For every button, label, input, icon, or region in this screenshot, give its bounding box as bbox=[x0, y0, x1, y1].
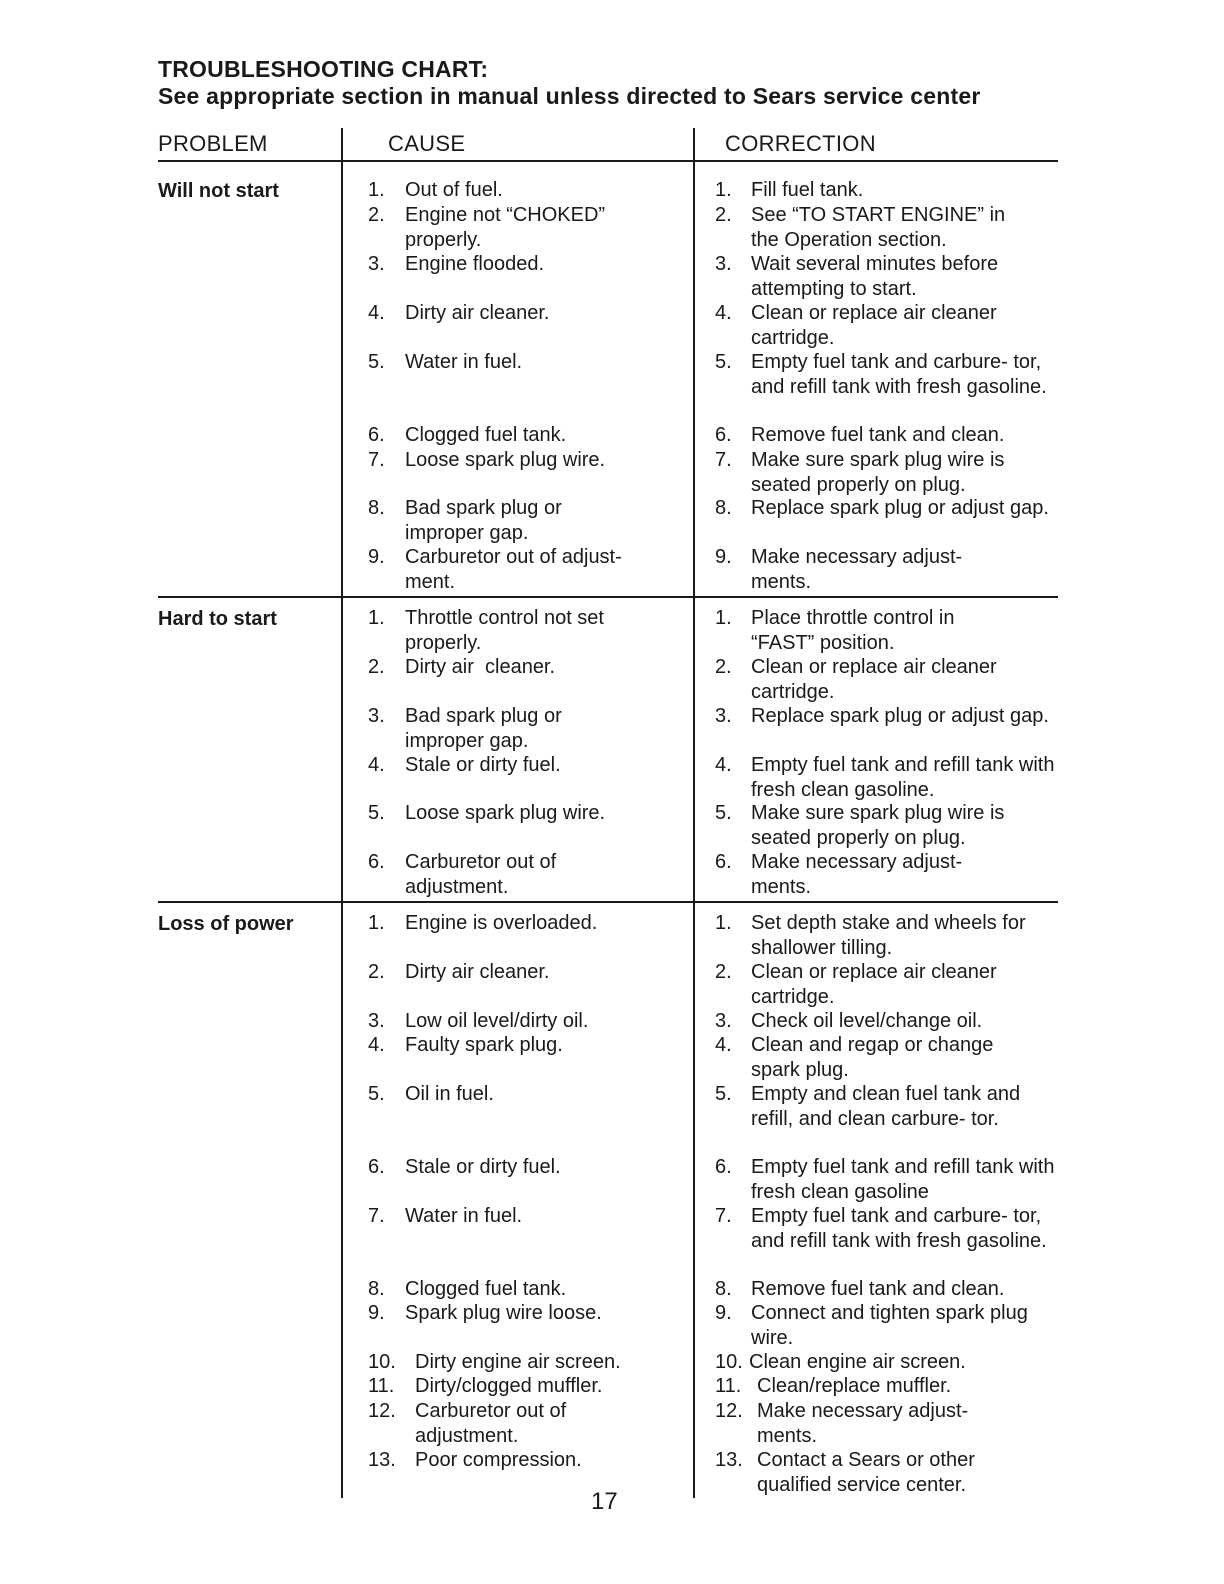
correction-item bbox=[715, 1204, 1060, 1253]
correction-item bbox=[715, 753, 1060, 802]
cause-item bbox=[368, 753, 678, 778]
cause-item bbox=[368, 1033, 678, 1058]
cause-number: 7. bbox=[368, 449, 385, 471]
cause-number: 4. bbox=[368, 1034, 385, 1056]
correction-item bbox=[715, 1277, 1060, 1302]
cause-item bbox=[368, 252, 678, 277]
cause-text: Dirty air cleaner. bbox=[405, 302, 550, 324]
correction-item bbox=[715, 203, 1060, 252]
cause-item bbox=[368, 1277, 678, 1302]
cause-number: 3. bbox=[368, 1010, 385, 1032]
correction-number: 6. bbox=[715, 851, 732, 873]
cause-item bbox=[368, 1082, 678, 1107]
correction-item bbox=[715, 252, 1060, 301]
correction-text: Clean or replace air cleaner cartridge. bbox=[751, 961, 997, 1008]
cause-text: Carburetor out of adjust- ment. bbox=[405, 546, 622, 593]
cause-number: 2. bbox=[368, 204, 385, 226]
correction-item bbox=[715, 1374, 1060, 1399]
correction-item bbox=[715, 178, 1060, 203]
cause-number: 2. bbox=[368, 961, 385, 983]
cause-number: 6. bbox=[368, 1156, 385, 1178]
correction-number: 7. bbox=[715, 449, 732, 471]
page-number: 17 bbox=[591, 1488, 618, 1515]
correction-number: 4. bbox=[715, 754, 732, 776]
cause-number: 12. bbox=[368, 1400, 396, 1422]
correction-item bbox=[715, 423, 1060, 448]
cause-item bbox=[368, 203, 678, 252]
correction-text: Empty fuel tank and refill tank with fresh clean gasoline. bbox=[751, 754, 1055, 801]
cause-text: Bad spark plug or improper gap. bbox=[405, 705, 562, 752]
cause-item bbox=[368, 1009, 678, 1034]
cause-number: 9. bbox=[368, 546, 385, 568]
correction-text: Empty fuel tank and refill tank with fresh clean gasoline bbox=[751, 1156, 1055, 1203]
correction-number: 12. bbox=[715, 1400, 743, 1422]
header-problem: PROBLEM bbox=[158, 131, 268, 156]
correction-number: 6. bbox=[715, 424, 732, 446]
problem-label: Loss of power bbox=[158, 913, 294, 935]
correction-text: Remove fuel tank and clean. bbox=[751, 424, 1005, 446]
correction-text: Wait several minutes before attempting to start. bbox=[751, 253, 999, 300]
correction-text: Connect and tighten spark plug wire. bbox=[751, 1302, 1028, 1349]
cause-number: 8. bbox=[368, 497, 385, 519]
cause-text: Clogged fuel tank. bbox=[405, 424, 567, 446]
cause-text: Throttle control not set properly. bbox=[405, 607, 604, 654]
correction-number: 1. bbox=[715, 912, 732, 934]
cause-text: Poor compression. bbox=[415, 1449, 582, 1471]
cause-item bbox=[368, 1448, 678, 1473]
section-rule bbox=[158, 596, 1058, 598]
correction-number: 1. bbox=[715, 607, 732, 629]
correction-item bbox=[715, 301, 1060, 350]
correction-number: 9. bbox=[715, 546, 732, 568]
cause-text: Dirty/clogged muffler. bbox=[415, 1375, 603, 1397]
chart-subtitle: See appropriate section in manual unless directed to Sears service center bbox=[158, 83, 981, 109]
correction-number: 5. bbox=[715, 1083, 732, 1105]
cause-number: 3. bbox=[368, 253, 385, 275]
correction-text: Set depth stake and wheels for shallower tilling. bbox=[751, 912, 1026, 959]
correction-text: Make sure spark plug wire is seated properly on plug. bbox=[751, 449, 1005, 496]
correction-text: Empty and clean fuel tank and refill, and clean carbure- tor. bbox=[751, 1083, 1021, 1130]
cause-item bbox=[368, 178, 678, 203]
correction-item bbox=[715, 1082, 1060, 1131]
cause-number: 5. bbox=[368, 351, 385, 373]
correction-item bbox=[715, 1155, 1060, 1204]
cause-item bbox=[368, 1399, 678, 1448]
correction-text: Remove fuel tank and clean. bbox=[751, 1278, 1005, 1300]
correction-number: 3. bbox=[715, 253, 732, 275]
cause-item bbox=[368, 1301, 678, 1326]
cause-item bbox=[368, 606, 678, 655]
correction-item bbox=[715, 655, 1060, 704]
cause-item bbox=[368, 704, 678, 753]
correction-number: 13. bbox=[715, 1449, 743, 1471]
correction-text: Clean or replace air cleaner cartridge. bbox=[751, 656, 997, 703]
header-rule bbox=[158, 160, 1058, 162]
cause-text: Faulty spark plug. bbox=[405, 1034, 563, 1056]
cause-text: Engine flooded. bbox=[405, 253, 545, 275]
correction-text: Clean and regap or change spark plug. bbox=[751, 1034, 994, 1081]
cause-text: Out of fuel. bbox=[405, 179, 503, 201]
cause-text: Spark plug wire loose. bbox=[405, 1302, 602, 1324]
correction-item bbox=[715, 1033, 1060, 1082]
correction-item bbox=[715, 911, 1060, 960]
cause-item bbox=[368, 1374, 678, 1399]
cause-item bbox=[368, 1155, 678, 1180]
cause-text: Oil in fuel. bbox=[405, 1083, 494, 1105]
cause-text: Loose spark plug wire. bbox=[405, 449, 606, 471]
cause-number: 8. bbox=[368, 1278, 385, 1300]
correction-text: Clean/replace muffler. bbox=[757, 1375, 952, 1397]
correction-number: 6. bbox=[715, 1156, 732, 1178]
cause-number: 13. bbox=[368, 1449, 396, 1471]
cause-text: Low oil level/dirty oil. bbox=[405, 1010, 589, 1032]
correction-item bbox=[715, 1399, 1060, 1448]
correction-item bbox=[715, 801, 1060, 850]
cause-item bbox=[368, 545, 678, 594]
cause-text: Carburetor out of adjustment. bbox=[405, 851, 557, 898]
correction-text: Clean or replace air cleaner cartridge. bbox=[751, 302, 997, 349]
problem-label: Hard to start bbox=[158, 608, 277, 630]
correction-number: 7. bbox=[715, 1205, 732, 1227]
correction-text: Empty fuel tank and carbure- tor, and refill tank with fresh gasoline. bbox=[751, 1205, 1047, 1252]
correction-item bbox=[715, 1009, 1060, 1034]
correction-number: 4. bbox=[715, 1034, 732, 1056]
cause-text: Engine is overloaded. bbox=[405, 912, 598, 934]
correction-item bbox=[715, 350, 1060, 399]
cause-text: Dirty engine air screen. bbox=[415, 1351, 621, 1373]
column-divider-right bbox=[693, 128, 695, 1498]
problem-label: Will not start bbox=[158, 180, 279, 202]
cause-text: Dirty air cleaner. bbox=[405, 656, 556, 678]
correction-item bbox=[715, 704, 1060, 729]
cause-number: 3. bbox=[368, 705, 385, 727]
cause-text: Water in fuel. bbox=[405, 351, 523, 373]
correction-number: 9. bbox=[715, 1302, 732, 1324]
cause-text: Clogged fuel tank. bbox=[405, 1278, 567, 1300]
cause-item bbox=[368, 960, 678, 985]
cause-number: 7. bbox=[368, 1205, 385, 1227]
cause-number: 1. bbox=[368, 607, 385, 629]
cause-text: Water in fuel. bbox=[405, 1205, 523, 1227]
correction-item bbox=[715, 606, 1060, 655]
cause-number: 2. bbox=[368, 656, 385, 678]
correction-item bbox=[715, 850, 1060, 899]
correction-text: Place throttle control in “FAST” position. bbox=[751, 607, 955, 654]
correction-number: 4. bbox=[715, 302, 732, 324]
cause-item bbox=[368, 1204, 678, 1229]
column-divider-left bbox=[341, 128, 343, 1498]
correction-text: Make sure spark plug wire is seated properly on plug. bbox=[751, 802, 1005, 849]
correction-number: 8. bbox=[715, 1278, 732, 1300]
correction-text: Fill fuel tank. bbox=[751, 179, 864, 201]
correction-number: 5. bbox=[715, 802, 732, 824]
cause-number: 10. bbox=[368, 1351, 396, 1373]
cause-text: Dirty air cleaner. bbox=[405, 961, 550, 983]
correction-text: Make necessary adjust- ments. bbox=[751, 851, 963, 898]
chart-title: TROUBLESHOOTING CHART: bbox=[158, 56, 489, 82]
correction-item bbox=[715, 1301, 1060, 1350]
correction-number: 2. bbox=[715, 656, 732, 678]
cause-item bbox=[368, 911, 678, 936]
correction-text: Replace spark plug or adjust gap. bbox=[751, 705, 1049, 727]
correction-text: See “TO START ENGINE” in the Operation section. bbox=[751, 204, 1006, 251]
correction-item bbox=[715, 1350, 1060, 1375]
section-rule bbox=[158, 901, 1058, 903]
correction-item bbox=[715, 960, 1060, 1009]
cause-number: 5. bbox=[368, 1083, 385, 1105]
correction-number: 3. bbox=[715, 705, 732, 727]
cause-number: 1. bbox=[368, 179, 385, 201]
cause-item bbox=[368, 850, 678, 899]
cause-number: 4. bbox=[368, 302, 385, 324]
correction-item bbox=[715, 545, 1060, 594]
cause-number: 1. bbox=[368, 912, 385, 934]
cause-number: 11. bbox=[368, 1375, 395, 1397]
correction-text: Empty fuel tank and carbure- tor, and refill tank with fresh gasoline. bbox=[751, 351, 1047, 398]
correction-item bbox=[715, 1448, 1060, 1497]
cause-item bbox=[368, 350, 678, 375]
correction-number: 10. bbox=[715, 1351, 743, 1373]
correction-number: 11. bbox=[715, 1375, 742, 1397]
cause-text: Engine not “CHOKED” properly. bbox=[405, 204, 606, 251]
correction-text: Check oil level/change oil. bbox=[751, 1010, 983, 1032]
header-cause: CAUSE bbox=[388, 131, 466, 156]
correction-text: Replace spark plug or adjust gap. bbox=[751, 497, 1049, 519]
cause-number: 6. bbox=[368, 851, 385, 873]
cause-item bbox=[368, 655, 678, 680]
cause-item bbox=[368, 801, 678, 826]
correction-number: 2. bbox=[715, 204, 732, 226]
correction-number: 2. bbox=[715, 961, 732, 983]
cause-number: 9. bbox=[368, 1302, 385, 1324]
cause-number: 6. bbox=[368, 424, 385, 446]
cause-number: 5. bbox=[368, 802, 385, 824]
cause-text: Stale or dirty fuel. bbox=[405, 754, 561, 776]
cause-text: Loose spark plug wire. bbox=[405, 802, 606, 824]
cause-item bbox=[368, 423, 678, 448]
correction-number: 8. bbox=[715, 497, 732, 519]
correction-text: Make necessary adjust- ments. bbox=[751, 546, 963, 593]
cause-text: Bad spark plug or improper gap. bbox=[405, 497, 562, 544]
correction-text: Clean engine air screen. bbox=[749, 1351, 966, 1373]
correction-number: 5. bbox=[715, 351, 732, 373]
correction-item bbox=[715, 496, 1060, 521]
cause-item bbox=[368, 448, 678, 473]
correction-number: 1. bbox=[715, 179, 732, 201]
correction-text: Make necessary adjust- ments. bbox=[757, 1400, 969, 1447]
cause-item bbox=[368, 1350, 678, 1375]
header-correction: CORRECTION bbox=[725, 131, 876, 156]
cause-number: 4. bbox=[368, 754, 385, 776]
correction-number: 3. bbox=[715, 1010, 732, 1032]
cause-item bbox=[368, 496, 678, 545]
correction-item bbox=[715, 448, 1060, 497]
cause-item bbox=[368, 301, 678, 326]
correction-text: Contact a Sears or other qualified service center. bbox=[757, 1449, 975, 1496]
cause-text: Carburetor out of adjustment. bbox=[415, 1400, 567, 1447]
cause-text: Stale or dirty fuel. bbox=[405, 1156, 561, 1178]
